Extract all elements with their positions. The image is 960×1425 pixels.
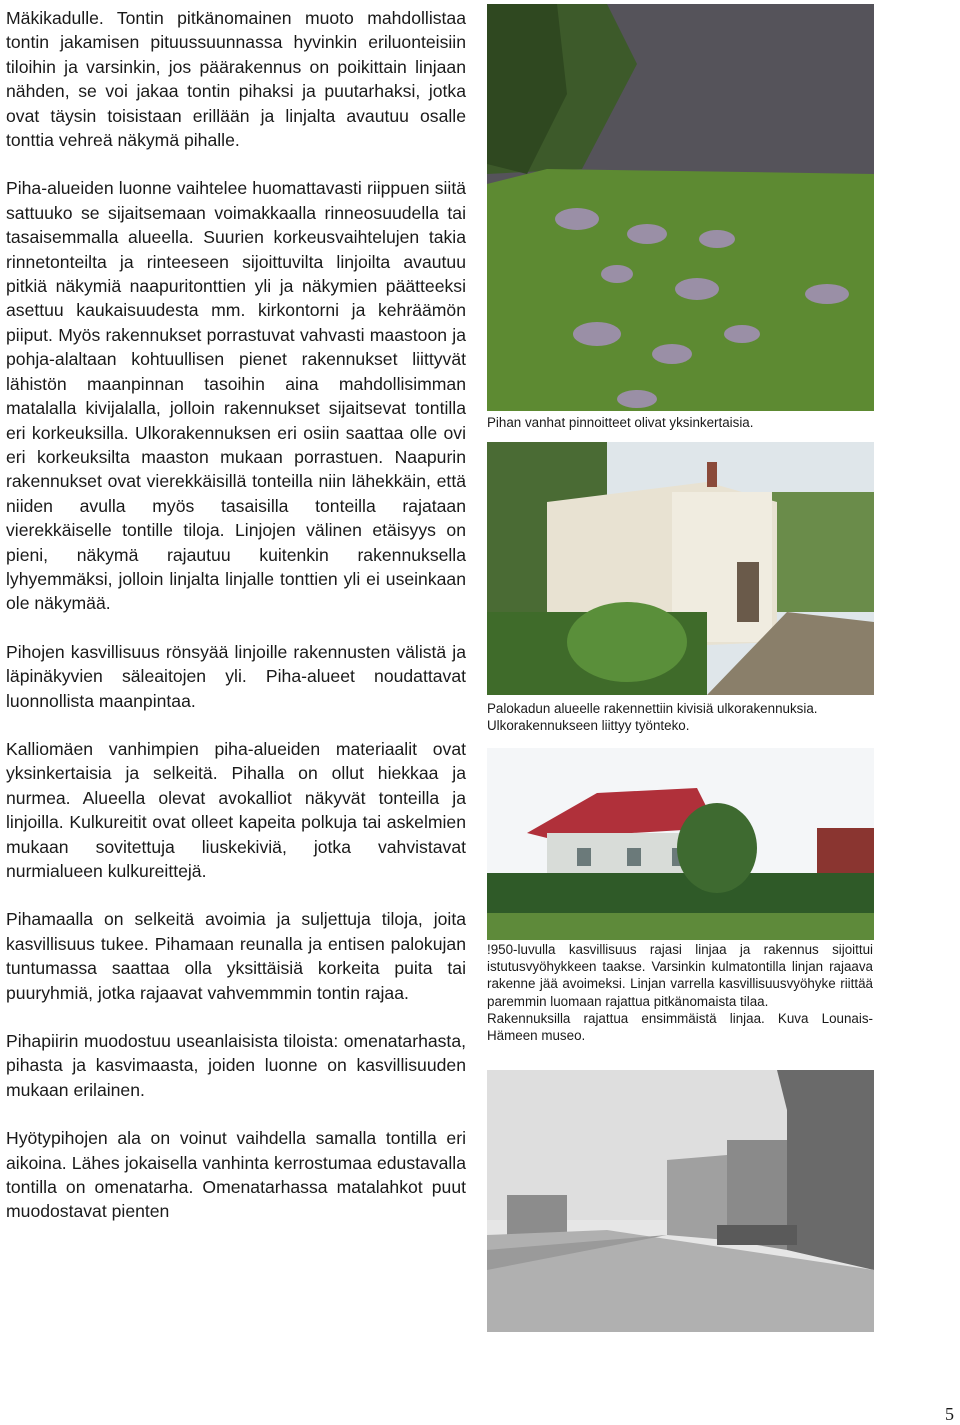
photo-garden-stepping-stones	[487, 4, 874, 411]
photo-historic-street	[487, 1070, 874, 1332]
caption-line: Rakennuksilla rajattua ensimmäistä linjaa. Kuva Lounais-Hämeen museo.	[487, 1010, 873, 1044]
body-paragraph: Pihamaalla on selkeitä avoimia ja suljettuja tiloja, joita kasvillisuus tukee. Pihamaan reunalla ja entisen palokujan tuntumassa saattaa olla yksittäisiä korkeita puita tai puuryhmiä, jotka rajaavat vahvemmmin tontin rajaa.	[6, 909, 466, 1003]
caption-line: Pihan vanhat pinnoitteet olivat yksinkertaisia.	[487, 415, 754, 430]
body-paragraph: Mäkikadulle. Tontin pitkänomainen muoto mahdollistaa tontin jakamisen pituussuunnassa hyvinkin eriluonteisiin tiloihin ja varsinkin, jos päärakennus on poikittain linjaan nähden, se voi jakaa tontin pihaksi ja puutarhaksi, jotka ovat täysin toisistaan erillään ja linjalta avautuu osalle tonttia vehreä näkymä pihalle.	[6, 8, 466, 151]
photo-red-roof-house	[487, 748, 874, 940]
caption-photo-3	[487, 941, 873, 1044]
photo-red-roof-house-image	[487, 748, 874, 940]
photo-garden-stepping-stones-image	[487, 4, 874, 411]
body-paragraph: Hyötypihojen ala on voinut vaihdella samalla tontilla eri aikoina. Lähes jokaisella vanhinta kerrostumaa edustavalla tontilla on omenatarha. Omenatarhassa matalahkot puut muodostavat pienten	[6, 1128, 466, 1222]
body-paragraph: Piha-alueiden luonne vaihtelee huomattavasti riippuen siitä sattuuko se sijaitsemaan voimakkaalla rinneosuudella tai tasaisemmalla alueella. Suurien korkeusvaihtelujen takia rinnetonteilta ja rinteeseen sijoittuvilta linjoilta avautuu pitkiä näkymiä naapuritonttien yli ja näkymien päätteeksi asettuu kaukaisuudesta mm. kirkontorni ja kehräämön piiput. Myös rakennukset porrastuvat vahvasti maastoon ja pohja-alaltaan kohtuullisen pienet rakennukset liittyvät lähistön maanpinnan tasoihin aina mahdollisimman matalalla kivijalalla, jolloin rakennukset sijaitsevat tontilla eri korkeuksilla. Ulkorakennuksen eri osiin saattaa olle ovi eri korkeuksilta maaston mukaan porrastuen. Naapurin rakennukset ovat vierekkäisillä tonteilla niin lähekkäin, että niiden avulla myös tasaisilla tonteilla rajataan vierekkäiselle tontille tiloja. Linjojen välinen etäisyys on pieni, näkymä rajautuu kuitenkin rakennuksella lyhyemmäksi, jolloin linjalta linjalle tonttien yli ei useinkaan ole näkymää.	[6, 178, 466, 614]
caption-line: Ulkorakennukseen liittyy työnteko.	[487, 718, 690, 734]
caption-photo-1	[487, 414, 873, 431]
body-paragraph: Pihapiirin muodostuu useanlaisista tiloista: omenatarhasta, pihasta ja kasvimaasta, joiden luonne on kasvillisuuden mukaan erilainen.	[6, 1031, 466, 1100]
main-text-column	[6, 6, 466, 1248]
photo-outbuilding-image	[487, 442, 874, 695]
page-number: 5	[945, 1404, 954, 1424]
photo-historic-street-image	[487, 1070, 874, 1332]
caption-line: Palokadun alueelle rakennettiin kivisiä ulkorakennuksia.	[487, 701, 818, 716]
body-paragraph: Kalliomäen vanhimpien piha-alueiden materiaalit ovat yksinkertaisia ja selkeitä. Pihalla on ollut hiekkaa ja nurmea. Alueella olevat avokalliot näkyvät tonteilla ja linjoilla. Kulkureitit ovat olleet kapeita polkuja tai askelmien mukaan sovitettuja liuskekiviä, jotka vahvistavat nurmialueen kulkureittejä.	[6, 738, 466, 881]
photo-outbuilding	[487, 442, 874, 695]
caption-photo-2	[487, 700, 873, 734]
body-paragraph: Pihojen kasvillisuus rönsyää linjoille rakennusten välistä ja läpinäkyvien säleaitojen yli. Piha-alueet noudattavat luonnollista maanpintaa.	[6, 641, 466, 711]
caption-line: !950-luvulla kasvillisuus rajasi linjaa ja rakennus sijoittui istutusvyöhykkeen taakse. Varsinkin kulmatontilla linjan rajaava rakenne jää avoimeksi. Linjan varrella kasvillisuusvyöhyke riittää paremmin luomaan rajattua pitkänomaista tilaa.	[487, 942, 873, 1009]
